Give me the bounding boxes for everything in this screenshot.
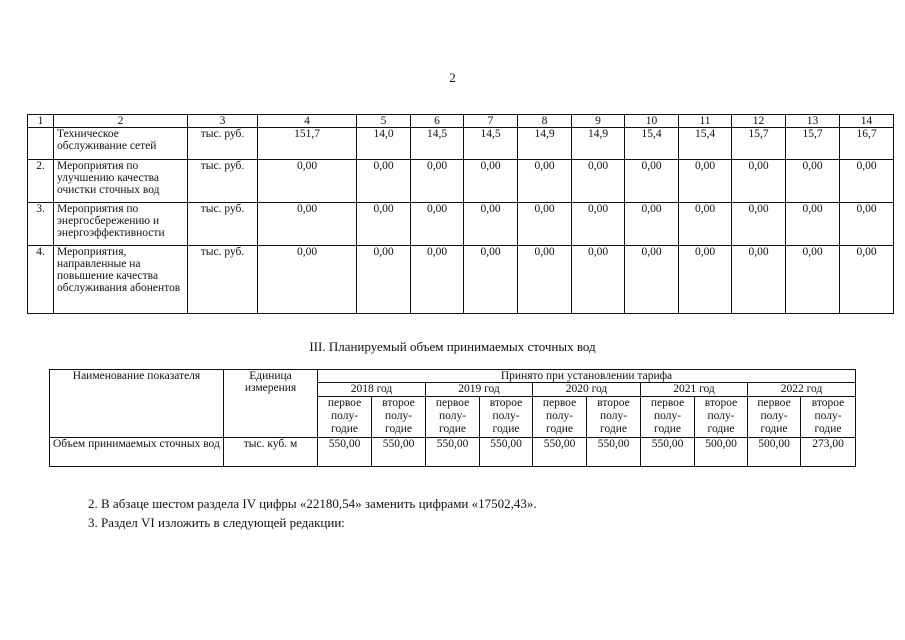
- column-number: 12: [732, 115, 786, 128]
- half-second-header: второе полу-годие: [372, 397, 426, 438]
- section-title: III. Планируемый объем принимаемых сточных вод: [309, 339, 596, 354]
- cell-value: 14,0: [357, 128, 411, 160]
- cell-value: 0,00: [357, 246, 411, 314]
- cell-value: 0,00: [732, 203, 786, 246]
- cell-value: 0,00: [786, 246, 840, 314]
- cell-value: 0,00: [518, 160, 572, 203]
- cell-value: 550,00: [318, 438, 372, 467]
- cell-value: 550,00: [533, 438, 587, 467]
- cell-value: 0,00: [732, 160, 786, 203]
- row-name: Объем принимаемых сточных вод: [50, 438, 224, 467]
- half-first-header: первое полу-годие: [426, 397, 480, 438]
- cell-value: 0,00: [840, 246, 894, 314]
- cell-value: 0,00: [464, 203, 518, 246]
- column-number: 11: [679, 115, 732, 128]
- cell-value: 0,00: [572, 203, 625, 246]
- year-header: 2019 год: [426, 383, 533, 397]
- cell-value: 0,00: [786, 160, 840, 203]
- row-unit: тыс. куб. м: [224, 438, 318, 467]
- cell-value: 0,00: [625, 246, 679, 314]
- column-header-name: Наименование показателя: [50, 370, 224, 438]
- cell-value: 0,00: [357, 160, 411, 203]
- cell-value: 0,00: [258, 203, 357, 246]
- row-name: Техническое обслуживание сетей: [54, 128, 188, 160]
- column-number: 7: [464, 115, 518, 128]
- measures-table: [27, 114, 894, 314]
- cell-value: 14,9: [518, 128, 572, 160]
- row-unit: тыс. руб.: [188, 246, 258, 314]
- cell-value: 151,7: [258, 128, 357, 160]
- cell-value: 0,00: [679, 203, 732, 246]
- cell-value: 0,00: [679, 160, 732, 203]
- column-header-group: Принято при установлении тарифа: [318, 370, 856, 383]
- cell-value: 0,00: [625, 203, 679, 246]
- page-number: 2: [449, 70, 456, 85]
- column-number: 5: [357, 115, 411, 128]
- row-name: Мероприятия по улучшению качества очистки сточных вод: [54, 160, 188, 203]
- row-name: Мероприятия по энергосбережению и энергоэффективности: [54, 203, 188, 246]
- half-first-header: первое полу-годие: [533, 397, 587, 438]
- paragraph: 3. Раздел VI изложить в следующей редакции:: [88, 515, 345, 530]
- table-row: [50, 438, 856, 467]
- row-unit: тыс. руб.: [188, 203, 258, 246]
- table-row: [28, 128, 894, 160]
- cell-value: 0,00: [464, 246, 518, 314]
- cell-value: 16,7: [840, 128, 894, 160]
- table-row: [28, 160, 894, 203]
- cell-value: 550,00: [641, 438, 695, 467]
- row-unit: тыс. руб.: [188, 160, 258, 203]
- cell-value: 0,00: [786, 203, 840, 246]
- cell-value: 0,00: [679, 246, 732, 314]
- table-header-row: [50, 370, 856, 383]
- cell-value: 15,7: [786, 128, 840, 160]
- cell-value: 0,00: [840, 160, 894, 203]
- cell-value: 273,00: [801, 438, 856, 467]
- paragraph: 2. В абзаце шестом раздела IV цифры «22180,54» заменить цифрами «17502,43».: [88, 496, 537, 511]
- cell-value: 500,00: [748, 438, 801, 467]
- row-number: 3.: [28, 203, 54, 246]
- cell-value: 0,00: [572, 160, 625, 203]
- row-number: [28, 128, 54, 160]
- row-unit: тыс. руб.: [188, 128, 258, 160]
- half-first-header: первое полу-годие: [318, 397, 372, 438]
- cell-value: 0,00: [518, 203, 572, 246]
- half-first-header: первое полу-годие: [641, 397, 695, 438]
- cell-value: 15,4: [679, 128, 732, 160]
- cell-value: 0,00: [411, 246, 464, 314]
- half-first-header: первое полу-годие: [748, 397, 801, 438]
- table-row: [28, 203, 894, 246]
- year-header: 2020 год: [533, 383, 641, 397]
- column-header-unit: Единица измерения: [224, 370, 318, 438]
- cell-value: 0,00: [258, 246, 357, 314]
- cell-value: 14,5: [411, 128, 464, 160]
- column-number: 3: [188, 115, 258, 128]
- cell-value: 14,9: [572, 128, 625, 160]
- column-number: 1: [28, 115, 54, 128]
- half-second-header: второе полу-годие: [801, 397, 856, 438]
- cell-value: 15,4: [625, 128, 679, 160]
- cell-value: 0,00: [411, 160, 464, 203]
- year-header: 2018 год: [318, 383, 426, 397]
- row-number: 2.: [28, 160, 54, 203]
- cell-value: 550,00: [426, 438, 480, 467]
- column-number: 6: [411, 115, 464, 128]
- year-header: 2022 год: [748, 383, 856, 397]
- column-number: 13: [786, 115, 840, 128]
- cell-value: 0,00: [411, 203, 464, 246]
- column-number: 8: [518, 115, 572, 128]
- cell-value: 14,5: [464, 128, 518, 160]
- cell-value: 0,00: [357, 203, 411, 246]
- table-row: [28, 246, 894, 314]
- cell-value: 15,7: [732, 128, 786, 160]
- cell-value: 0,00: [572, 246, 625, 314]
- row-name: Мероприятия, направленные на повышение качества обслуживания абонентов: [54, 246, 188, 314]
- cell-value: 0,00: [625, 160, 679, 203]
- column-number: 4: [258, 115, 357, 128]
- cell-value: 500,00: [695, 438, 748, 467]
- cell-value: 0,00: [464, 160, 518, 203]
- cell-value: 550,00: [587, 438, 641, 467]
- row-number: 4.: [28, 246, 54, 314]
- wastewater-volume-table: [49, 369, 856, 467]
- table-header-row: [28, 115, 894, 128]
- half-second-header: второе полу-годие: [695, 397, 748, 438]
- cell-value: 550,00: [480, 438, 533, 467]
- cell-value: 0,00: [518, 246, 572, 314]
- column-number: 2: [54, 115, 188, 128]
- cell-value: 550,00: [372, 438, 426, 467]
- amendment-text: [88, 494, 868, 532]
- column-number: 14: [840, 115, 894, 128]
- half-second-header: второе полу-годие: [480, 397, 533, 438]
- cell-value: 0,00: [732, 246, 786, 314]
- column-number: 10: [625, 115, 679, 128]
- column-number: 9: [572, 115, 625, 128]
- cell-value: 0,00: [840, 203, 894, 246]
- cell-value: 0,00: [258, 160, 357, 203]
- year-header: 2021 год: [641, 383, 748, 397]
- half-second-header: второе полу-годие: [587, 397, 641, 438]
